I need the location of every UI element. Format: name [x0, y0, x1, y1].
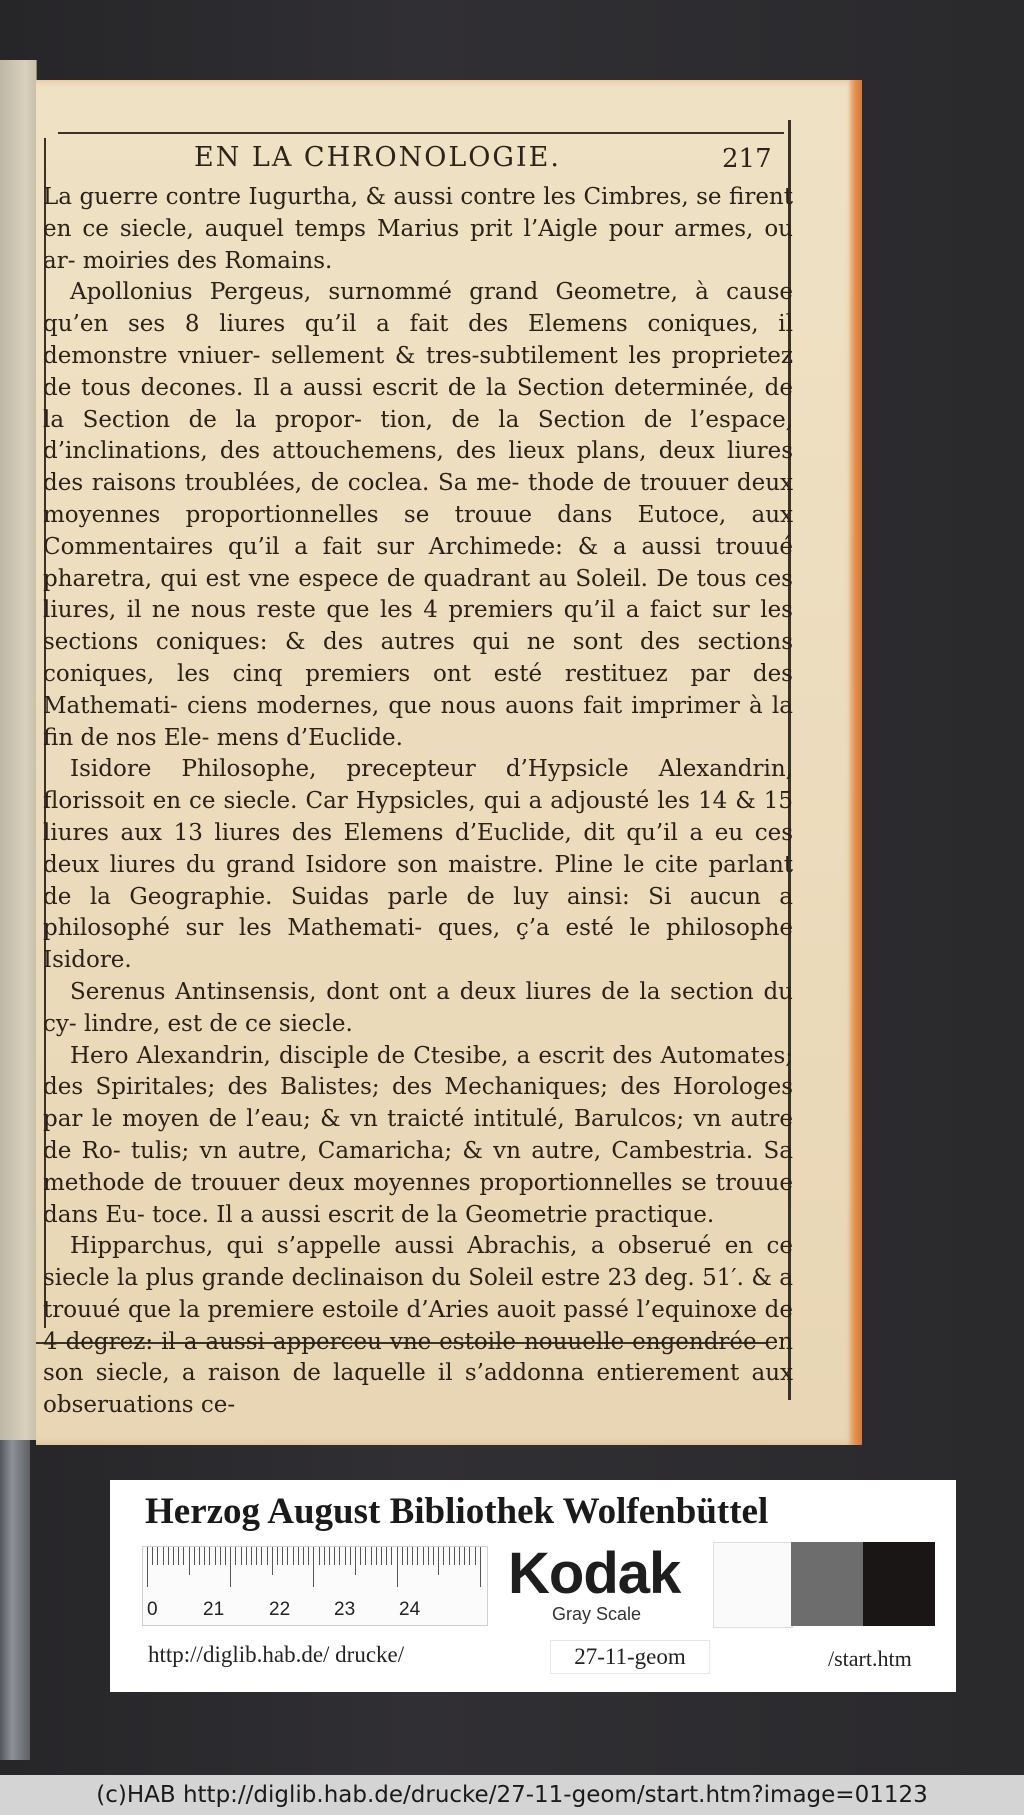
ruler-tick [235, 1547, 236, 1565]
ruler-tick [386, 1547, 387, 1565]
text-line: que la premiere estoile d’Aries auoit passé l’equinoxe de 4 degrez: [43, 1296, 793, 1355]
ruler-tick [319, 1547, 320, 1565]
ruler-tick [163, 1547, 164, 1565]
ruler-tick [282, 1547, 283, 1565]
running-head: EN LA CHRONOLOGIE. [194, 142, 561, 173]
ruler-number: 0 [147, 1599, 158, 1620]
ruler-tick [438, 1547, 439, 1575]
ruler-tick [371, 1547, 372, 1565]
text-line: raison de laquelle il s’addonna entierement aux obseruations ce- [43, 1360, 793, 1419]
measurement-ruler [142, 1546, 488, 1626]
text-line: La guerre contre Iugurtha, & aussi contre les Cimbres, se firent [43, 184, 793, 210]
ruler-tick [433, 1547, 434, 1565]
ruler-tick [194, 1547, 195, 1565]
ruler-number: 21 [203, 1599, 225, 1620]
paragraph [43, 277, 793, 754]
ruler-tick [220, 1547, 221, 1565]
ruler-number: 24 [399, 1599, 421, 1620]
color-target-card [110, 1480, 956, 1692]
text-line: De tous ces liures, il ne nous reste que les 4 premiers qu’il a faict [43, 565, 793, 624]
ruler-tick [397, 1547, 398, 1587]
text-line: en ce siecle. Car Hypsicles, qui a adjousté les 14 & 15 liures aux 13 [43, 788, 793, 846]
ruler-tick [267, 1547, 268, 1565]
book-page [36, 80, 862, 1445]
gray-swatch [791, 1542, 863, 1626]
ruler-tick [183, 1547, 184, 1565]
text-line: Serenus Antinsensis, dont ont a deux liures de la section du cy- [43, 978, 793, 1037]
ruler-tick [381, 1547, 382, 1565]
text-line: la plus grande declinaison du Soleil estre 23 deg. 51′. & a trouué [43, 1265, 793, 1323]
text-line: coniques, les cinq premiers ont esté restituez par des Mathemati- [43, 660, 793, 719]
text-line: Hero Alexandrin, disciple de Ctesibe, a escrit des Automates; [70, 1042, 793, 1069]
text-line: Apollonius Pergeus, surnommé grand Geometre, à cause qu’en [43, 279, 793, 338]
page-number: 217 [722, 144, 772, 174]
ruler-tick [334, 1547, 335, 1565]
ruler-tick [464, 1547, 465, 1565]
text-line: sur les sections coniques: & des autres qui ne sont des sections [43, 597, 793, 656]
text-line: tulis; vn autre, Camaricha; & vn autre, Cambestria. Sa methode [43, 1137, 793, 1196]
ruler-tick [355, 1547, 356, 1575]
ruler-tick [225, 1547, 226, 1565]
ruler-tick [293, 1547, 294, 1565]
text-line: liures des Elemens d’Euclide, dit qu’il a eu ces deux liures du [43, 819, 794, 878]
footer-citation: (c)HAB http://diglib.hab.de/drucke/27-11-geom/start.htm?image=01123 [0, 1775, 1024, 1815]
url-suffix: /start.htm [828, 1646, 912, 1671]
ruler-tick [251, 1547, 252, 1565]
text-line: dans Eutoce, aux Commentaires qu’il a fait sur Archimede: & a [43, 501, 793, 560]
ruler-tick [178, 1547, 179, 1565]
text-line: des lieux plans, deux liures des raisons troublées, de coclea. Sa me- [43, 438, 793, 497]
ruler-tick [313, 1547, 314, 1587]
ruler-tick [230, 1547, 231, 1587]
ruler-tick [376, 1547, 377, 1565]
text-line: aussi trouué pharetra, qui est vne espece de quadrant au Soleil. [43, 533, 794, 592]
ruler-tick [329, 1547, 330, 1565]
ruler-tick [215, 1547, 216, 1565]
white-swatch [713, 1542, 793, 1628]
ruler-tick [308, 1547, 309, 1565]
ruler-tick [173, 1547, 174, 1565]
body-text [43, 182, 793, 1422]
ruler-tick [423, 1547, 424, 1565]
text-line: lindre, est de ce siecle. [83, 1010, 353, 1037]
text-line: des Spiritales; des Balistes; des Mechaniques; des Horologes par [43, 1074, 793, 1133]
text-line: a aussi escrit de la Section determinée, de la Section de la propor- [43, 374, 793, 433]
paragraph [43, 1041, 793, 1232]
previous-page-edge [0, 60, 37, 1440]
ruler-tick [449, 1547, 450, 1565]
text-line: ciens modernes, que nous auons fait imprimer à la fin de nos Ele- [43, 692, 793, 751]
text-line: sellement & tres-subtilement les proprietez de tous decones. Il [43, 342, 794, 401]
text-line: mens d’Euclide. [216, 724, 403, 751]
kodak-logo: Kodak [508, 1541, 681, 1606]
top-rule [58, 132, 784, 134]
text-line: tion, de la Section de l’espace, d’inclinations, des attouchemens, [43, 406, 793, 465]
text-line: ses 8 liures qu’il a fait des Elemens coniques, il demonstre vniuer- [43, 311, 794, 369]
library-name: Herzog August Bibliothek Wolfenbüttel [145, 1491, 769, 1532]
ruler-tick [303, 1547, 304, 1565]
ruler-tick [443, 1547, 444, 1565]
ruler-tick [189, 1547, 190, 1575]
ruler-tick [277, 1547, 278, 1565]
ruler-tick [345, 1547, 346, 1565]
text-line: de trouuer deux moyennes proportionnelles se trouue dans Eu- [43, 1169, 794, 1228]
ruler-number: 23 [334, 1599, 356, 1620]
ruler-tick [402, 1547, 403, 1565]
ruler-tick [350, 1547, 351, 1565]
ruler-tick [256, 1547, 257, 1565]
ruler-tick [459, 1547, 460, 1565]
ruler-tick [339, 1547, 340, 1565]
ruler-tick [157, 1547, 158, 1565]
ruler-tick [199, 1547, 200, 1565]
paragraph [43, 1231, 793, 1422]
ruler-tick [261, 1547, 262, 1565]
text-line: thode de trouuer deux moyennes proportionnelles se trouue [43, 470, 794, 528]
ruler-tick [287, 1547, 288, 1565]
gray-scale-label: Gray Scale [552, 1604, 642, 1624]
ruler-tick [412, 1547, 413, 1565]
url-prefix: http://diglib.hab.de/ drucke/ [148, 1642, 405, 1667]
text-line: toce. Il a aussi escrit de la Geometrie practique. [152, 1201, 715, 1228]
ruler-tick [298, 1547, 299, 1565]
text-line: ques, ç’a esté le philosophe Isidore. [43, 915, 794, 974]
ruler-tick [391, 1547, 392, 1565]
ruler-tick [417, 1547, 418, 1565]
ruler-tick [480, 1547, 481, 1587]
text-line: moiries des Romains. [82, 247, 333, 274]
ruler-tick [241, 1547, 242, 1565]
ruler-tick [469, 1547, 470, 1565]
paragraph [43, 182, 793, 277]
paragraph [43, 754, 793, 977]
text-line: Hipparchus, qui s’appelle aussi Abrachis, a obserué en ce siecle [43, 1233, 793, 1292]
text-line: Isidore Philosophe, precepteur d’Hypsicle Alexandrin, florissoit [43, 756, 793, 815]
ruler-tick [168, 1547, 169, 1565]
url-shelfmark: 27-11-geom [550, 1640, 710, 1674]
text-line: grand Isidore son maistre. Pline le cite parlant de la Geographie. [43, 851, 794, 910]
text-line: le moyen de l’eau; & vn traicté intitulé, Barulcos; vn autre de Ro- [43, 1106, 794, 1164]
book-spine [0, 1440, 30, 1760]
text-line: Suidas parle de luy ainsi: Si aucun a philosophé sur les Mathemati- [43, 883, 794, 942]
ruler-tick [360, 1547, 361, 1565]
ruler-tick [428, 1547, 429, 1565]
ruler-number: 22 [269, 1599, 291, 1620]
ruler-tick [246, 1547, 247, 1565]
text-line: il a aussi apperceu vne estoile nouuelle engendrée en son siecle, a [43, 1328, 793, 1387]
ruler-tick [454, 1547, 455, 1565]
ruler-tick [152, 1547, 153, 1565]
ruler-tick [147, 1547, 148, 1587]
ruler-tick [407, 1547, 408, 1565]
text-line: en ce siecle, auquel temps Marius prit l’Aigle pour armes, ou ar- [43, 215, 793, 274]
ruler-tick [365, 1547, 366, 1565]
paragraph [43, 977, 793, 1041]
ruler-tick [272, 1547, 273, 1575]
ruler-tick [475, 1547, 476, 1565]
ruler-tick [209, 1547, 210, 1565]
dark-swatch [863, 1542, 935, 1626]
ruler-tick [324, 1547, 325, 1565]
ruler-tick [204, 1547, 205, 1565]
